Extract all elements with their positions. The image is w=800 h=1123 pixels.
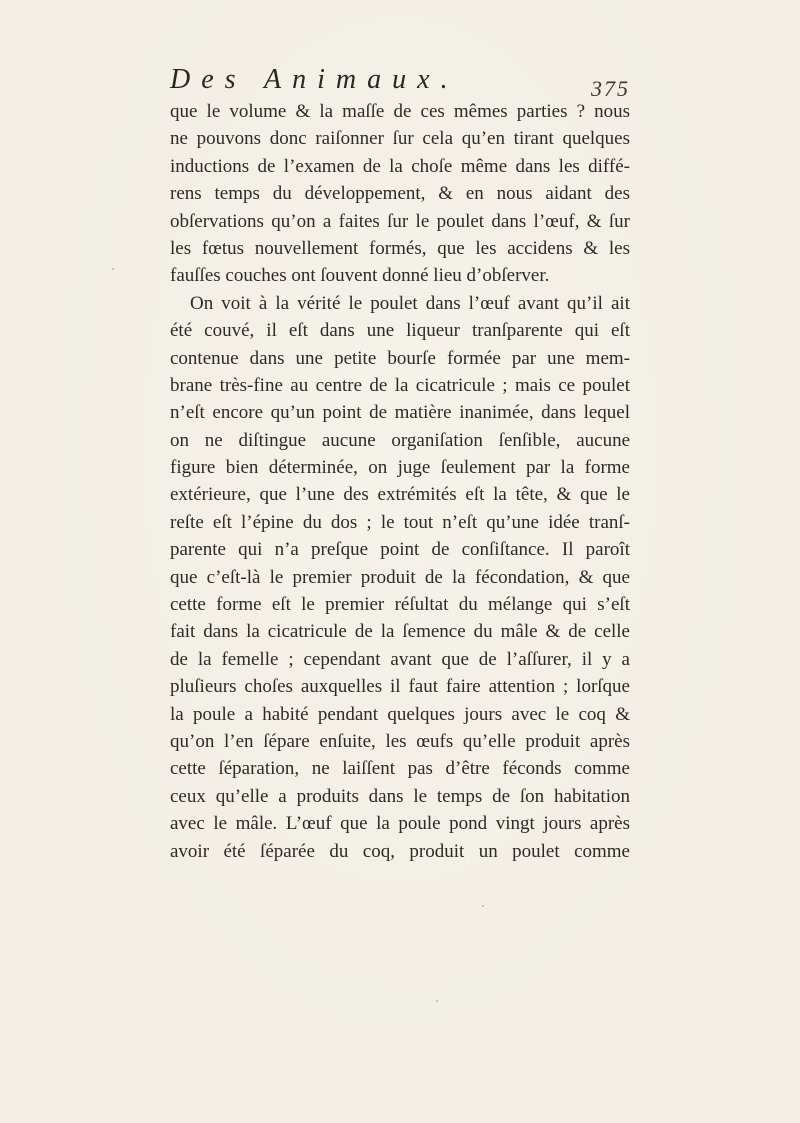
page-number: 375 [591, 76, 630, 101]
text-line: fauſſes couches ont ſouvent donné lieu d’obſerver. [170, 265, 550, 287]
text-line: ne pouvons donc raiſonner ſur cela qu’en tirant quelques [170, 128, 630, 150]
paper-speck [436, 1000, 438, 1002]
text-line: les fœtus nouvellement formés, que les accidens & les [170, 237, 630, 259]
text-line: avec le mâle. L’œuf que la poule pond vingt jours après [170, 813, 630, 835]
text-line: inductions de l’examen de la choſe même dans les diffé- [170, 155, 630, 177]
text-line: ceux qu’elle a produits dans le temps de ſon habitation [170, 785, 630, 807]
running-title: Des Animaux. [170, 64, 459, 95]
text-line: brane très-fine au centre de la cicatricule ; mais ce poulet [170, 374, 630, 396]
text-line: qu’on l’en ſépare enſuite, les œufs qu’elle produit après [170, 730, 630, 752]
text-line: que le volume & la maſſe de ces mêmes parties ? nous [170, 101, 630, 122]
text-line: pluſieurs choſes auxquelles il faut faire attention ; lorſque [170, 676, 630, 698]
text-line: que c’eſt-là le premier produit de la fécondation, & que [170, 566, 630, 588]
text-line: reſte eſt l’épine du dos ; le tout n’eſt qu’une idée tranſ- [170, 511, 630, 533]
text-line: contenue dans une petite bourſe formée par une mem- [170, 347, 630, 369]
text-line: parente qui n’a preſque point de conſiſtance. Il paroît [170, 539, 630, 561]
text-line: la poule a habité pendant quelques jours avec le coq & [170, 703, 630, 725]
paper-speck [482, 905, 484, 907]
text-line: été couvé, il eſt dans une liqueur tranſparente qui eſt [170, 320, 630, 342]
text-line: de la femelle ; cependant avant que de l’aſſurer, il y a [170, 648, 630, 670]
text-line: avoir été ſéparée du coq, produit un poulet comme [170, 840, 630, 862]
text-line: figure bien déterminée, on juge ſeulement par la forme [170, 457, 630, 479]
text-line: rens temps du développement, & en nous aidant des [170, 183, 630, 205]
body-text [170, 98, 630, 865]
text-line: on ne diſtingue aucune organiſation ſenſible, aucune [170, 429, 630, 451]
text-line: cette forme eſt le premier réſultat du mélange qui s’eſt [170, 594, 630, 616]
text-line: extérieure, que l’une des extrémités eſt la tête, & que le [170, 484, 630, 506]
paragraph-start-line: On voit à la vérité le poulet dans l’œuf avant qu’il ait [190, 292, 630, 314]
paper-speck [112, 268, 114, 270]
text-line: cette ſéparation, ne laiſſent pas d’être féconds comme [170, 758, 630, 780]
text-line: fait dans la cicatricule de la ſemence du mâle & de celle [170, 621, 630, 643]
text-line: obſervations qu’on a faites ſur le poulet dans l’œuf, & ſur [170, 210, 630, 232]
text-line: n’eſt encore qu’un point de matière inanimée, dans lequel [170, 402, 630, 424]
